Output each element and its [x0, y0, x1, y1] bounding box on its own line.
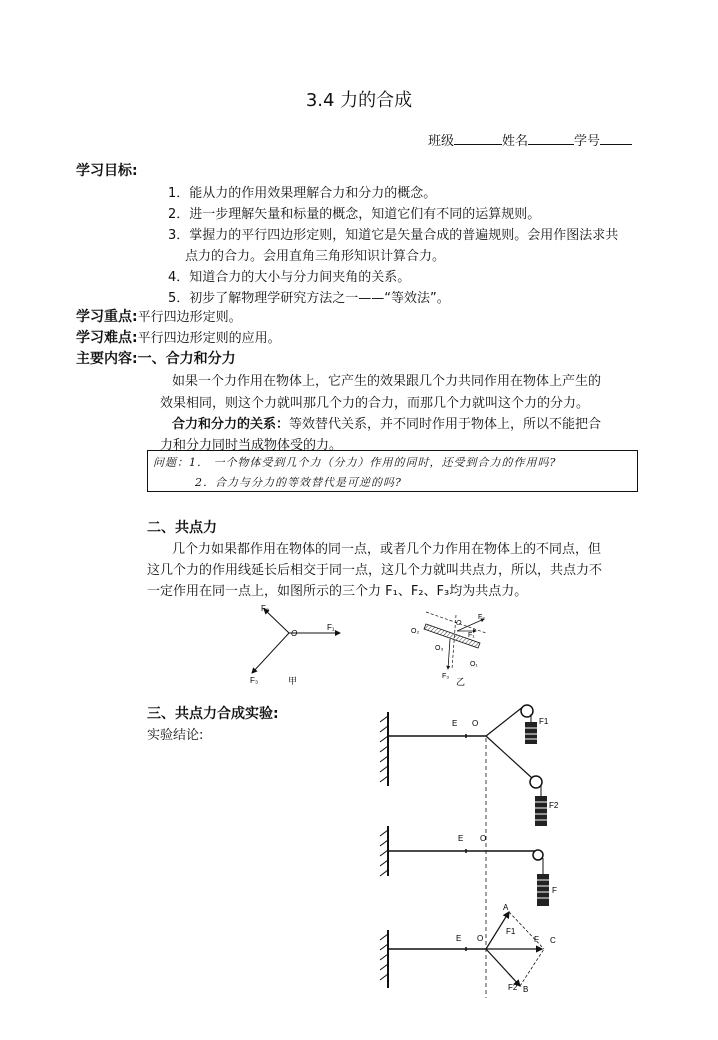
section2-title: 二、共点力 — [147, 520, 217, 536]
section3-title: 三、共点力合成实验: — [147, 706, 279, 722]
pulley-3 — [533, 850, 543, 860]
exp1-o-label: O — [472, 719, 479, 728]
wall-hatch — [380, 716, 388, 782]
exp3-f-label: F — [534, 935, 539, 944]
exp3-a-label: A — [503, 903, 509, 912]
class-label: 班级 — [428, 134, 455, 149]
weights-f2 — [535, 796, 547, 826]
key-point-text: 平行四边形定则。 — [137, 310, 242, 325]
figure-yi — [408, 607, 503, 687]
experiment-1 — [380, 705, 559, 826]
main-label: 主要内容: — [76, 351, 138, 367]
relation-text: 等效替代关系，并不同时作用于物体上，所以不能把合 — [289, 417, 602, 432]
yi-caption: 乙 — [456, 677, 466, 687]
page-title: 3.4 力的合成 — [305, 90, 413, 111]
goal-item: 5．初步了解物理学研究方法之一——“等效法”。 — [168, 291, 450, 306]
pulley-2 — [530, 776, 542, 788]
wall-hatch — [380, 934, 388, 980]
yi-f1-label: F₁ — [468, 632, 475, 639]
relation-label: 合力和分力的关系： — [172, 417, 290, 432]
para1-line: 效果相同，则这个力就叫那几个力的合力，而那几个力就叫这个力的分力。 — [160, 396, 590, 411]
experiment-conclusion: 实验结论: — [147, 728, 204, 743]
goal-item: 点力的合力。会用直角三角形知识计算合力。 — [185, 249, 446, 264]
section1-title: 一、合力和分力 — [137, 351, 236, 367]
vector-f2 — [486, 949, 520, 986]
exp1-e-label: E — [452, 719, 458, 728]
goal-item: 4．知道合力的大小与分力间夹角的关系。 — [168, 270, 411, 285]
key-point-label: 学习重点: — [76, 309, 138, 325]
yi-o3-label: O₃ — [435, 645, 444, 652]
name-blank — [528, 132, 574, 145]
force-arrow-f3 — [448, 639, 450, 669]
yi-o1-label: O₁ — [470, 661, 478, 668]
jia-f2-label: F₂ — [261, 604, 269, 613]
experiment-3 — [380, 903, 556, 994]
jia-f3-label: F₃ — [250, 676, 259, 685]
name-label: 姓名 — [502, 134, 529, 149]
force-arrow-f3 — [252, 633, 289, 673]
goals-label: 学习目标: — [76, 163, 138, 179]
para2-line: 这几个力的作用线延长后相交于同一点，这几个力就叫共点力，所以，共点力不 — [147, 563, 603, 578]
number-label: 学号 — [574, 134, 601, 149]
exp3-b-label: B — [523, 985, 529, 994]
exp1-f1-label: F1 — [539, 717, 549, 726]
relation-line — [172, 413, 601, 432]
para2-line: 几个力如果都作用在物体的同一点，或者几个力作用在物体上的不同点，但 — [172, 542, 602, 557]
main-content-heading — [76, 348, 236, 368]
goal-item: 1．能从力的作用效果理解合力和分力的概念。 — [168, 186, 437, 201]
wall-hatch — [380, 830, 388, 876]
goal-item: 3．掌握力的平行四边形定则，知道它是矢量合成的普遍规则。会用作图法求共 — [168, 228, 619, 243]
exp3-e-label: E — [456, 934, 462, 943]
exp3-f2-label: F2 — [508, 983, 518, 992]
yi-f3-label: F₃ — [442, 673, 450, 680]
number-blank — [600, 132, 632, 145]
student-info-line — [428, 130, 632, 149]
exp3-o-label: O — [477, 934, 484, 943]
question-2: 2．合力与分力的等效替代是可逆的吗? — [195, 476, 402, 489]
exp1-f2-label: F2 — [549, 801, 559, 810]
para1-line: 如果一个力作用在物体上，它产生的效果跟几个力共同作用在物体上产生的 — [172, 374, 602, 389]
difficulty — [76, 327, 281, 347]
difficulty-text: 平行四边形定则的应用。 — [137, 331, 281, 346]
goal-item: 2．进一步理解矢量和标量的概念，知道它们有不同的运算规则。 — [168, 207, 541, 222]
relation-line: 力和分力同时当成物体受的力。 — [160, 438, 343, 453]
para2-line: 一定作用在同一点上，如图所示的三个力 F₁、F₂、F₃均为共点力。 — [147, 584, 528, 599]
jia-f1-label: F₁ — [327, 623, 335, 632]
yi-o2-label: O₂ — [411, 628, 420, 635]
weights-f — [537, 874, 549, 906]
experiment-2 — [380, 826, 557, 906]
exp2-o-label: O — [480, 834, 487, 843]
parallelogram-side — [520, 949, 544, 986]
jia-o-label: O — [291, 629, 298, 638]
yi-f2-label: F₂ — [478, 614, 485, 621]
exp3-f1-label: F1 — [506, 927, 516, 936]
yi-o-label: O — [456, 620, 462, 627]
difficulty-label: 学习难点: — [76, 330, 138, 346]
question-1: 问题：1． 一个物体受到几个力（分力）作用的同时，还受到合力的作用吗? — [153, 456, 557, 469]
jia-caption: 甲 — [288, 676, 298, 686]
class-blank — [454, 132, 502, 145]
figure-jia — [244, 603, 354, 687]
key-point — [76, 306, 242, 326]
experiment-figures — [372, 698, 582, 998]
exp3-c-label: C — [550, 936, 556, 945]
exp2-e-label: E — [458, 834, 464, 843]
exp2-f-label: F — [552, 886, 557, 895]
weights-f1 — [525, 722, 537, 744]
